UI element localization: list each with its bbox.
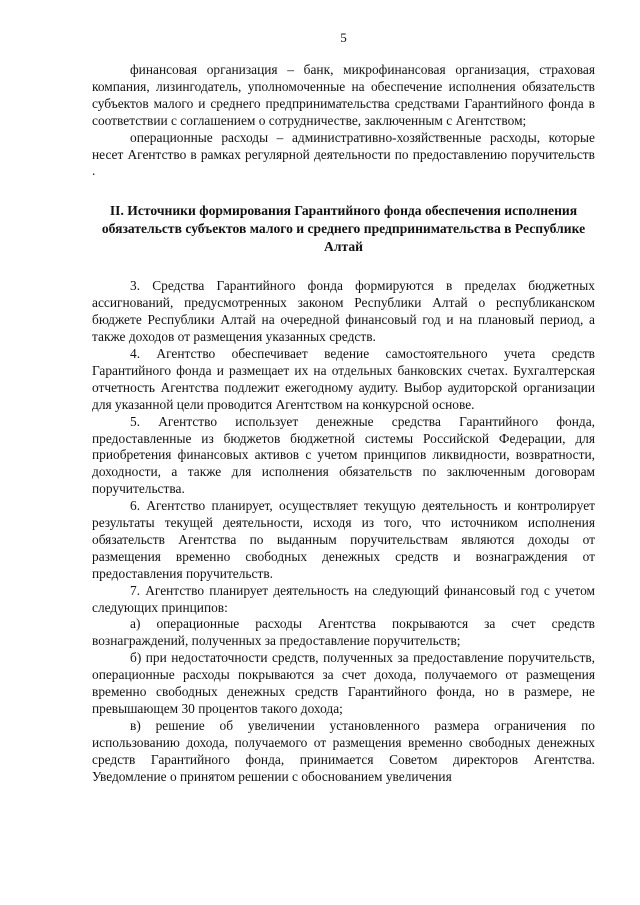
paragraph-3: 3. Средства Гарантийного фонда формируются в пределах бюджетных ассигнований, предусмотренных законом Республики Алтай о республиканском бюджете Республики Алтай на очередной финансовый год и на плановый период, а также доходов от размещения указанных средств. [92,278,595,345]
paragraph-financial-organization: финансовая организация – банк, микрофинансовая организация, страховая компания, лизингодатель, уполномоченные на обеспечение исполнения обязательств субъектов малого и среднего предпринимательства средствами Гарантийного фонда в соответствии с соглашением о сотрудничестве, заключенным с Агентством; [92,62,595,128]
paragraph-6: 6. Агентство планирует, осуществляет текущую деятельность и контролирует результаты текущей деятельности, исходя из того, что источником исполнения обязательств Агентства по выданным поручительствам являются доходы от размещения временно свободных денежных средств и вознаграждения от предоставления поручительств. [92,498,595,581]
document-page [92,30,595,786]
paragraph-5: 5. Агентство использует денежные средства Гарантийного фонда, предоставленные из бюджетов бюджетной системы Российской Федерации, для приобретения финансовых активов с учетом принципов ликвидности, возвратности, доходности, а также для исполнения обязательств по заключенным договорам поручительства. [92,413,595,497]
paragraph-7: 7. Агентство планирует деятельность на следующий финансовый год с учетом следующих принципов: [92,582,595,615]
paragraph-7a: а) операционные расходы Агентства покрываются за счет средств вознаграждений, полученных за предоставление поручительств; [92,616,595,649]
paragraph-7b: б) при недостаточности средств, полученных за предоставление поручительств, операционные расходы покрываются за счет дохода, получаемого от размещения временно свободных денежных средств Гарантийного фонда, но в размере, не превышающем 30 процентов такого дохода; [92,650,595,716]
page-number: 5 [340,30,347,45]
section-heading: II. Источники формирования Гарантийного фонда обеспечения исполнения обязательств субъектов малого и среднего предпринимательства в Республике Алтай [101,203,586,255]
paragraph-operating-expenses: операционные расходы – административно-хозяйственные расходы, которые несет Агентство в рамках регулярной деятельности по предоставлению поручительств . [92,129,595,179]
paragraph-4: 4. Агентство обеспечивает ведение самостоятельного учета средств Гарантийного фонда и размещает их на отдельных банковских счетах. Бухгалтерская отчетность Агентства подлежит ежегодному аудиту. Выбор аудиторской организации для указанной цели проводится Агентством на конкурсной основе. [92,345,595,412]
paragraph-7v: в) решение об увеличении установленного размера ограничения по использованию дохода, получаемого от размещения временно свободных денежных средств Гарантийного фонда, принимается Советом директоров Агентства. Уведомление о принятом решении с обоснованием увеличения [92,717,595,784]
